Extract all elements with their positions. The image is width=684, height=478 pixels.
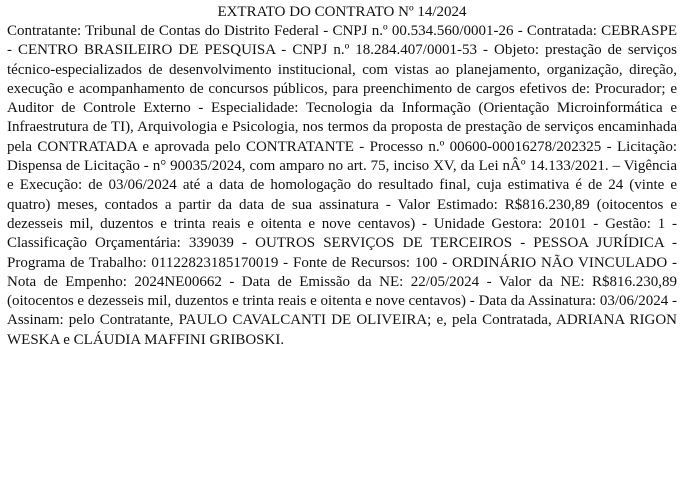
contract-extract-text: Contratante: Tribunal de Contas do Distrito Federal - CNPJ n.º 00.534.560/0001-26 - Contratada: CEBRASPE - CENTRO BRASILEIRO DE PESQUISA - CNPJ n.º 18.284.407/0001-53 - Objeto: prestação de serviços técnico-especializados de desenvolvimento institucional, com vistas ao planejamento, organização, direção, execução e acompanhamento de concursos públicos, para preenchimento de cargos efetivos de: Procurador; e Auditor de Controle Externo - Especialidade: Tecnologia da Informação (Orientação Microinformática e Infraestrutura de TI), Arquivologia e Psicologia, nos termos da proposta de prestação de serviços encaminhada pela CONTRATADA e aprovada pelo CONTRATANTE - Processo n.º 00600-00016278/202325 - Licitação: Dispensa de Licitação - n° 90035/2024, com amparo no art. 75, inciso XV, da Lei nÂº 14.133/2021. – Vigência e Execução: de 03/06/2024 até a data de homologação do resultado final, cuja estimativa é de 24 (vinte e quatro) meses, contados a partir da data de sua assinatura - Valor Estimado: R$816.230,89 (oitocentos e dezesseis mil, duzentos e trinta reais e oitenta e nove centavos) - Unidade Gestora: 20101 - Gestão: 1 - Classificação Orçamentária: 339039 - OUTROS SERVIÇOS DE TERCEIROS - PESSOA JURÍDICA - Programa de Trabalho: 01122823185170019 - Fonte de Recursos: 100 - ORDINÁRIO NÃO VINCULADO - Nota de Empenho: 2024NE00662 - Data de Emissão da NE: 22/05/2024 - Valor da NE: R$816.230,89 (oitocentos e dezesseis mil, duzentos e trinta reais e oitenta e nove centavos) - Data da Assinatura: 03/06/2024 - Assinam: pelo Contratante, PAULO CAVALCANTI DE OLIVEIRA; e, pela Contratada, ADRIANA RIGON WESKA e CLÁUDIA MAFFINI GRIBOSKI. (7, 23, 677, 348)
document-title: EXTRATO DO CONTRATO Nº 14/2024 (217, 4, 467, 20)
